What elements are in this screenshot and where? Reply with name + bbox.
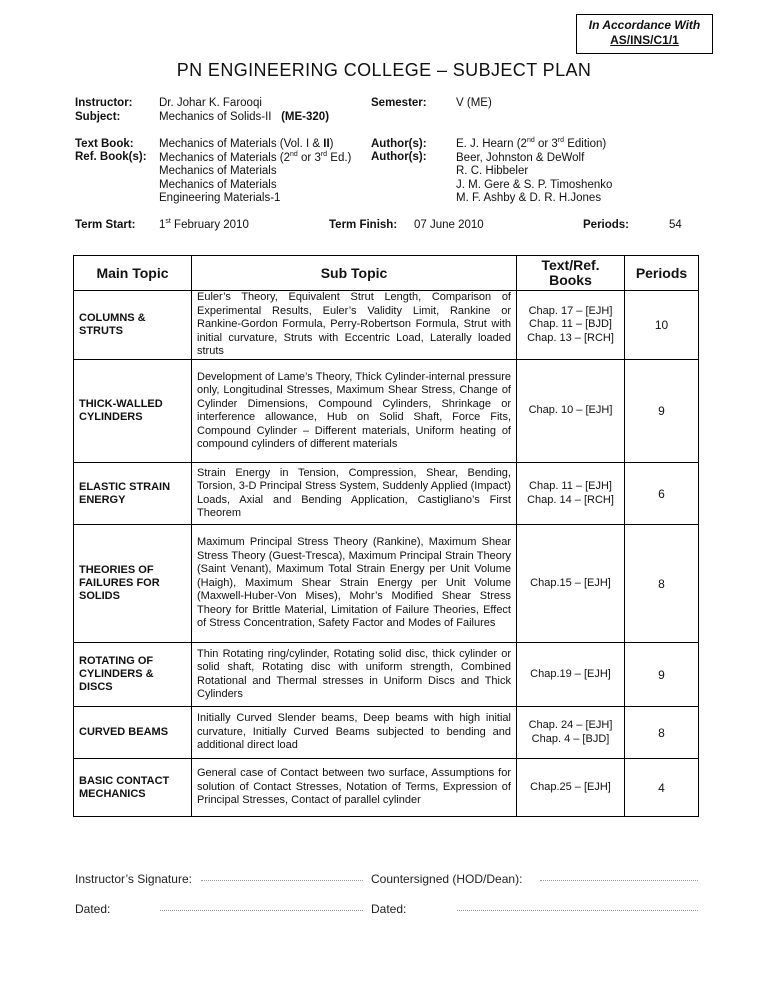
sub-topic-cell: Initially Curved Slender beams, Deep beams with high initial curvature, Initially Curved Beams subjected to bending and additional direct load (192, 707, 517, 759)
dated-line-2 (457, 910, 698, 911)
main-topic-cell: ELASTIC STRAIN ENERGY (74, 463, 192, 525)
refbook-entry: Mechanics of Materials (159, 165, 277, 177)
main-topic-cell: ROTATING OF CYLINDERS & DISCS (74, 643, 192, 707)
books-cell (517, 360, 625, 463)
term-finish-label: Term Finish: (329, 219, 398, 231)
periods-cell: 8 (625, 525, 699, 643)
accordance-box (576, 14, 713, 54)
table-row (74, 463, 699, 525)
author-entry: M. F. Ashby & D. R. H.Jones (456, 192, 602, 204)
accordance-line2: AS/INS/C1/1 (610, 33, 679, 47)
table-row (74, 291, 699, 360)
dated-label-2: Dated: (371, 902, 407, 916)
table-row (74, 525, 699, 643)
books-cell (517, 291, 625, 360)
table-header-row (74, 256, 699, 291)
semester-value: V (ME) (456, 97, 492, 109)
main-topic-cell: THICK-WALLED CYLINDERS (74, 360, 192, 463)
term-start-label: Term Start: (75, 219, 136, 231)
periods-cell: 6 (625, 463, 699, 525)
periods-cell: 9 (625, 643, 699, 707)
main-topic-cell: COLUMNS & STRUTS (74, 291, 192, 360)
refbook-entry: Engineering Materials-1 (159, 192, 281, 204)
authors-list (456, 138, 612, 206)
books-cell (517, 643, 625, 707)
author-entry: R. C. Hibbeler (456, 165, 529, 177)
main-topic-cell: THEORIES OF FAILURES FOR SOLIDS (74, 525, 192, 643)
table-row (74, 360, 699, 463)
periods-label: Periods: (583, 219, 630, 231)
author-entry: J. M. Gere & S. P. Timoshenko (456, 178, 613, 191)
sub-topic-cell: Maximum Principal Stress Theory (Rankine), Maximum Shear Stress Theory (Guest-Tresca), Maximum Principal Strain Theory (Saint Venant), Maximum Total Strain Energy per Unit Volume (Haigh), Maximum Shear Strain Energy per Unit Volume (Maxwell-Huber-Von Mises), Mohr’s Modified Shear Stress Theory for Brittle Material, Limitation of Failure Theories, Effect of Stress Concentration, Safety Factor and Modes of Failures (192, 525, 517, 643)
sub-topic-cell: Strain Energy in Tension, Compression, Shear, Bending, Torsion, 3-D Principal Stress System, Suddenly Applied (Impact) Loads, Axial and Bending Application, Castigliano’s First Theorem (192, 463, 517, 525)
periods-total: 54 (669, 219, 682, 231)
sub-topic-cell: General case of Contact between two surface, Assumptions for solution of Contact Stresses, Notation of Terms, Expression of Principal Stresses, Contact of parallel cylinder (192, 759, 517, 817)
author-label: Author(s): (371, 138, 427, 150)
refbook-entry: Mechanics of Materials (2nd or 3rd Ed.) (159, 150, 352, 164)
books-cell (517, 463, 625, 525)
header-main-topic: Main Topic (74, 256, 192, 291)
sub-topic-cell: Euler’s Theory, Equivalent Strut Length, Comparison of Experimental Results, Euler’s Validity Limit, Rankine or Rankine-Gordon Formula, Perry-Robertson Formula, Strut with initial curvature, Struts with Eccentric Load, Laterally loaded struts (192, 291, 517, 360)
header-sub-topic: Sub Topic (192, 256, 517, 291)
subject-name (159, 111, 329, 125)
author-entry: E. J. Hearn (2nd or 3rd Edition) (456, 137, 607, 150)
book-reference: Chap. 24 – [EJH] (528, 719, 613, 731)
subject-label: Subject: (75, 111, 121, 123)
term-finish-value: 07 June 2010 (414, 219, 484, 231)
periods-cell: 10 (625, 291, 699, 360)
countersigned-label: Countersigned (HOD/Dean): (371, 872, 523, 886)
book-reference: Chap.25 – [EJH] (530, 780, 611, 793)
header-books: Text/Ref. Books (517, 256, 625, 291)
books-list (159, 138, 351, 206)
books-cell (517, 525, 625, 643)
header-periods: Periods (625, 256, 699, 291)
table-row (74, 759, 699, 817)
dated-line-1 (160, 910, 363, 911)
author-label: Author(s): (371, 151, 427, 163)
instructor-label: Instructor: (75, 97, 133, 109)
main-topic-cell: BASIC CONTACT MECHANICS (74, 759, 192, 817)
instructor-name: Dr. Johar K. Farooqi (159, 97, 262, 109)
accordance-line1: In Accordance With (588, 18, 701, 32)
periods-cell: 8 (625, 707, 699, 759)
main-topic-cell: CURVED BEAMS (74, 707, 192, 759)
books-cell (517, 759, 625, 817)
book-reference: Chap.19 – [EJH] (530, 667, 611, 680)
book-reference: Chap. 13 – [RCH] (527, 331, 614, 344)
sub-topic-cell: Thin Rotating ring/cylinder, Rotating solid disc, thick cylinder or solid shaft, Rotating disc with uniform strength, Combined Rotational and Thermal stresses in Uniform Discs and Thick Cylinders (192, 643, 517, 707)
book-reference: Chap.15 – [EJH] (530, 576, 611, 589)
periods-cell: 4 (625, 759, 699, 817)
refbooks-label: Ref. Book(s): (75, 151, 147, 163)
book-reference: Chap. 11 – [BJD] (529, 318, 612, 331)
countersigned-line (540, 880, 698, 881)
book-reference: Chap. 14 – [RCH] (527, 493, 614, 506)
instructor-signature-label: Instructor’s Signature: (75, 872, 192, 886)
table-row (74, 643, 699, 707)
textbook-label: Text Book: (75, 138, 134, 150)
book-reference: Chap. 4 – [BJD] (531, 732, 610, 745)
refbook-entry: Mechanics of Materials (159, 178, 277, 191)
subject-plan-table (73, 255, 699, 817)
term-start-value: 1st February 2010 (159, 218, 249, 231)
book-reference: Chap. 11 – [EJH] (529, 480, 612, 492)
semester-label: Semester: (371, 97, 427, 109)
book-reference: Chap. 10 – [EJH] (528, 404, 613, 417)
page-title: PN ENGINEERING COLLEGE – SUBJECT PLAN (176, 60, 592, 80)
subject-code: (ME-320) (281, 111, 330, 123)
textbook-entry: Mechanics of Materials (Vol. I & II) (159, 138, 334, 150)
dated-label-1: Dated: (75, 902, 111, 916)
sub-topic-cell: Development of Lame’s Theory, Thick Cylinder-internal pressure only, Longitudinal Stresses, Maximum Shear Stress, Change of Cylinder Dimensions, Compound Cylinders, Shrinkage or interference allowance, Hub on Solid Shaft, Force Fits, Compound Cylinder – Different materials, Uniform heating of compound cylinders of different materials (192, 360, 517, 463)
author-entry: Beer, Johnston & DeWolf (456, 151, 585, 164)
subject-title: Mechanics of Solids-II (159, 111, 272, 123)
instructor-signature-line (201, 880, 363, 881)
books-cell (517, 707, 625, 759)
book-reference: Chap. 17 – [EJH] (528, 304, 613, 317)
table-body (74, 291, 699, 817)
periods-cell: 9 (625, 360, 699, 463)
table-row (74, 707, 699, 759)
